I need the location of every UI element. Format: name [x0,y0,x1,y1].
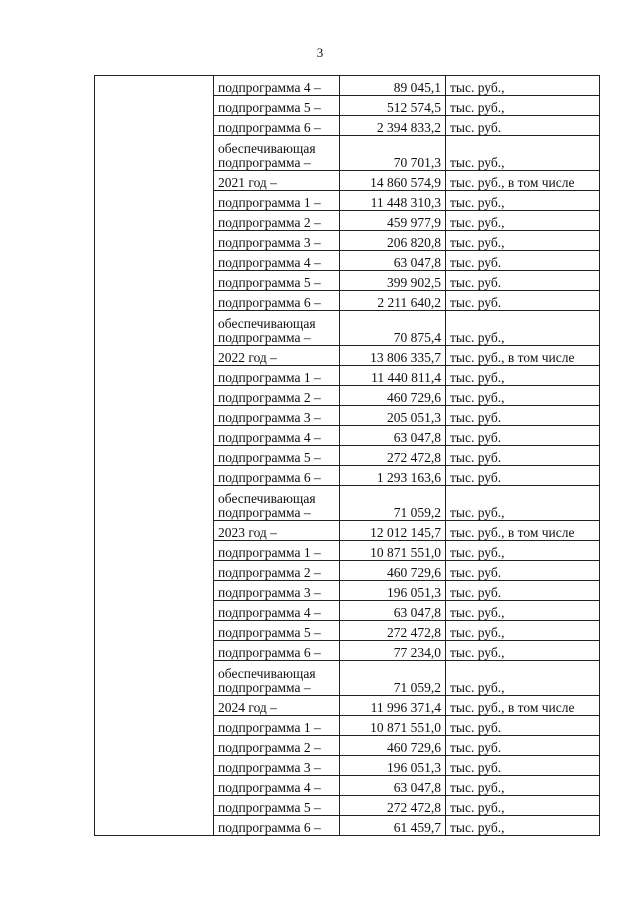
row-unit: тыс. руб., в том числе [446,346,600,366]
row-label: подпрограмма 5 – [214,446,340,466]
row-label: подпрограмма 4 – [214,76,340,96]
row-unit: тыс. руб. [446,561,600,581]
row-value: 10 871 551,0 [340,716,446,736]
row-value: 1 293 163,6 [340,466,446,486]
row-label: подпрограмма 2 – [214,736,340,756]
row-value: 460 729,6 [340,736,446,756]
row-value: 459 977,9 [340,211,446,231]
row-label: подпрограмма 3 – [214,756,340,776]
row-unit: тыс. руб., [446,96,600,116]
row-label: подпрограмма 4 – [214,776,340,796]
row-value: 2 211 640,2 [340,291,446,311]
row-unit: тыс. руб. [446,116,600,136]
row-label: подпрограмма 4 – [214,426,340,446]
row-value: 11 448 310,3 [340,191,446,211]
row-label: подпрограмма 1 – [214,191,340,211]
row-value: 77 234,0 [340,641,446,661]
row-label: подпрограмма 6 – [214,116,340,136]
row-label: подпрограмма 2 – [214,561,340,581]
row-label: подпрограмма 4 – [214,601,340,621]
row-label: подпрограмма 1 – [214,541,340,561]
row-value: 12 012 145,7 [340,521,446,541]
row-value: 460 729,6 [340,386,446,406]
row-value: 14 860 574,9 [340,171,446,191]
row-unit: тыс. руб., [446,541,600,561]
row-unit: тыс. руб. [446,426,600,446]
row-unit: тыс. руб. [446,736,600,756]
row-label: обеспечивающая подпрограмма – [214,136,340,171]
row-unit: тыс. руб., [446,601,600,621]
row-label: 2022 год – [214,346,340,366]
row-label: подпрограмма 6 – [214,641,340,661]
row-label: 2023 год – [214,521,340,541]
row-unit: тыс. руб. [446,581,600,601]
row-unit: тыс. руб., [446,621,600,641]
row-value: 2 394 833,2 [340,116,446,136]
row-unit: тыс. руб. [446,446,600,466]
row-label: подпрограмма 5 – [214,96,340,116]
budget-table [94,75,600,836]
row-value: 196 051,3 [340,581,446,601]
row-value: 63 047,8 [340,601,446,621]
row-unit: тыс. руб. [446,271,600,291]
row-unit: тыс. руб. [446,406,600,426]
row-value: 71 059,2 [340,486,446,521]
row-unit: тыс. руб., [446,641,600,661]
row-value: 205 051,3 [340,406,446,426]
row-unit: тыс. руб. [446,291,600,311]
row-label: подпрограмма 5 – [214,621,340,641]
row-value: 89 045,1 [340,76,446,96]
row-unit: тыс. руб., [446,191,600,211]
row-value: 399 902,5 [340,271,446,291]
empty-left-column [95,76,214,836]
row-label: подпрограмма 3 – [214,406,340,426]
row-value: 11 996 371,4 [340,696,446,716]
row-unit: тыс. руб., [446,796,600,816]
row-label: 2021 год – [214,171,340,191]
row-value: 63 047,8 [340,251,446,271]
row-unit: тыс. руб., [446,816,600,836]
row-unit: тыс. руб., [446,486,600,521]
row-label: подпрограмма 1 – [214,716,340,736]
row-label: подпрограмма 5 – [214,796,340,816]
row-unit: тыс. руб., [446,76,600,96]
row-label: подпрограмма 6 – [214,291,340,311]
row-unit: тыс. руб., в том числе [446,171,600,191]
row-value: 70 701,3 [340,136,446,171]
row-unit: тыс. руб., [446,661,600,696]
page-number: 3 [316,45,324,60]
row-label: обеспечивающая подпрограмма – [214,661,340,696]
row-value: 13 806 335,7 [340,346,446,366]
row-label: подпрограмма 3 – [214,581,340,601]
row-label: обеспечивающая подпрограмма – [214,486,340,521]
row-value: 272 472,8 [340,621,446,641]
row-value: 61 459,7 [340,816,446,836]
row-unit: тыс. руб. [446,251,600,271]
row-unit: тыс. руб. [446,756,600,776]
row-label: 2024 год – [214,696,340,716]
row-label: подпрограмма 6 – [214,816,340,836]
row-unit: тыс. руб., [446,776,600,796]
row-unit: тыс. руб., [446,211,600,231]
row-unit: тыс. руб., в том числе [446,521,600,541]
row-unit: тыс. руб., [446,366,600,386]
row-unit: тыс. руб., в том числе [446,696,600,716]
row-label: подпрограмма 1 – [214,366,340,386]
row-unit: тыс. руб., [446,136,600,171]
row-value: 512 574,5 [340,96,446,116]
row-value: 196 051,3 [340,756,446,776]
row-value: 71 059,2 [340,661,446,696]
row-label: подпрограмма 2 – [214,386,340,406]
row-label: подпрограмма 3 – [214,231,340,251]
row-value: 63 047,8 [340,776,446,796]
table-row [95,76,600,96]
budget-table-body [95,76,600,836]
row-unit: тыс. руб. [446,716,600,736]
row-value: 70 875,4 [340,311,446,346]
row-label: подпрограмма 4 – [214,251,340,271]
row-label: подпрограмма 2 – [214,211,340,231]
row-value: 63 047,8 [340,426,446,446]
row-unit: тыс. руб. [446,466,600,486]
row-value: 460 729,6 [340,561,446,581]
row-label: подпрограмма 6 – [214,466,340,486]
row-value: 10 871 551,0 [340,541,446,561]
row-value: 206 820,8 [340,231,446,251]
row-unit: тыс. руб., [446,311,600,346]
row-label: обеспечивающая подпрограмма – [214,311,340,346]
row-value: 11 440 811,4 [340,366,446,386]
row-value: 272 472,8 [340,446,446,466]
row-unit: тыс. руб., [446,231,600,251]
row-unit: тыс. руб., [446,386,600,406]
row-label: подпрограмма 5 – [214,271,340,291]
row-value: 272 472,8 [340,796,446,816]
